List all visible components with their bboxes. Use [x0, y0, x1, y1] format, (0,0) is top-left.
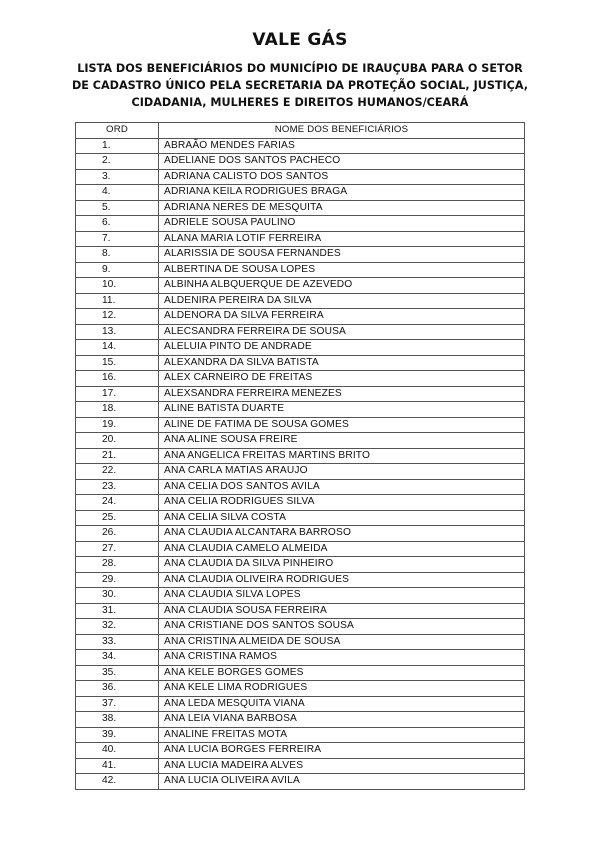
beneficiary-name: ALDENIRA PEREIRA DA SILVA	[159, 293, 525, 309]
table-row	[76, 541, 525, 557]
row-number: 40.	[76, 743, 159, 759]
table-row	[76, 138, 525, 154]
beneficiary-name: ALEXSANDRA FERREIRA MENEZES	[159, 386, 525, 402]
beneficiary-name: ALEXANDRA DA SILVA BATISTA	[159, 355, 525, 371]
beneficiary-name: ANA CRISTINA RAMOS	[159, 650, 525, 666]
row-number: 42.	[76, 774, 159, 790]
table-row	[76, 634, 525, 650]
row-number: 31.	[76, 603, 159, 619]
beneficiary-name: ABRAÃO MENDES FARIAS	[159, 138, 525, 154]
table-row	[76, 433, 525, 449]
row-number: 13.	[76, 324, 159, 340]
table-row	[76, 650, 525, 666]
table-row	[76, 324, 525, 340]
row-number: 10.	[76, 278, 159, 294]
beneficiary-name: ANA CLAUDIA DA SILVA PINHEIRO	[159, 557, 525, 573]
row-number: 41.	[76, 758, 159, 774]
row-number: 14.	[76, 340, 159, 356]
table-row	[76, 665, 525, 681]
table-row	[76, 557, 525, 573]
beneficiary-name: ALINE DE FATIMA DE SOUSA GOMES	[159, 417, 525, 433]
row-number: 15.	[76, 355, 159, 371]
beneficiary-name: ANA LEDA MESQUITA VIANA	[159, 696, 525, 712]
beneficiary-name: ALINE BATISTA DUARTE	[159, 402, 525, 418]
table-row	[76, 262, 525, 278]
table-row	[76, 464, 525, 480]
table-row	[76, 495, 525, 511]
row-number: 26.	[76, 526, 159, 542]
row-number: 20.	[76, 433, 159, 449]
beneficiary-name: ANA CLAUDIA SOUSA FERREIRA	[159, 603, 525, 619]
table-row	[76, 231, 525, 247]
table-row	[76, 417, 525, 433]
page-title: VALE GÁS	[252, 30, 348, 50]
beneficiary-name: ANA CARLA MATIAS ARAUJO	[159, 464, 525, 480]
table-row	[76, 355, 525, 371]
beneficiary-name: ANALINE FREITAS MOTA	[159, 727, 525, 743]
table-row	[76, 278, 525, 294]
table-row	[76, 448, 525, 464]
table-row	[76, 758, 525, 774]
table-row	[76, 402, 525, 418]
table-body	[76, 138, 525, 789]
beneficiary-name: ANA CELIA DOS SANTOS AVILA	[159, 479, 525, 495]
beneficiary-name: ADRIANA NERES DE MESQUITA	[159, 200, 525, 216]
row-number: 29.	[76, 572, 159, 588]
row-number: 30.	[76, 588, 159, 604]
table-row	[76, 169, 525, 185]
row-number: 25.	[76, 510, 159, 526]
beneficiary-name: ADRIANA KEILA RODRIGUES BRAGA	[159, 185, 525, 201]
beneficiary-name: ALBINHA ALBQUERQUE DE AZEVEDO	[159, 278, 525, 294]
column-header-ord: ORD	[76, 123, 159, 139]
row-number: 19.	[76, 417, 159, 433]
row-number: 21.	[76, 448, 159, 464]
row-number: 36.	[76, 681, 159, 697]
row-number: 12.	[76, 309, 159, 325]
beneficiary-name: ANA CELIA SILVA COSTA	[159, 510, 525, 526]
beneficiary-name: ANA LUCIA MADEIRA ALVES	[159, 758, 525, 774]
table-row	[76, 185, 525, 201]
beneficiary-name: ALBERTINA DE SOUSA LOPES	[159, 262, 525, 278]
row-number: 39.	[76, 727, 159, 743]
table-row	[76, 712, 525, 728]
row-number: 18.	[76, 402, 159, 418]
beneficiary-name: ALELUIA PINTO DE ANDRADE	[159, 340, 525, 356]
row-number: 35.	[76, 665, 159, 681]
beneficiary-name: ANA CLAUDIA OLIVEIRA RODRIGUES	[159, 572, 525, 588]
beneficiary-name: ANA LEIA VIANA BARBOSA	[159, 712, 525, 728]
table-row	[76, 510, 525, 526]
table-row	[76, 588, 525, 604]
row-number: 28.	[76, 557, 159, 573]
beneficiary-name: ADRIANA CALISTO DOS SANTOS	[159, 169, 525, 185]
beneficiary-name: ALARISSIA DE SOUSA FERNANDES	[159, 247, 525, 263]
row-number: 11.	[76, 293, 159, 309]
table-row	[76, 619, 525, 635]
table-row	[76, 603, 525, 619]
table-row	[76, 774, 525, 790]
column-header-name: NOME DOS BENEFICIÁRIOS	[159, 123, 525, 139]
beneficiary-name: ANA CRISTIANE DOS SANTOS SOUSA	[159, 619, 525, 635]
row-number: 37.	[76, 696, 159, 712]
table-row	[76, 526, 525, 542]
table-row	[76, 727, 525, 743]
row-number: 33.	[76, 634, 159, 650]
row-number: 22.	[76, 464, 159, 480]
beneficiary-name: ANA CLAUDIA SILVA LOPES	[159, 588, 525, 604]
beneficiary-name: ANA CLAUDIA ALCANTARA BARROSO	[159, 526, 525, 542]
row-number: 34.	[76, 650, 159, 666]
table-row	[76, 293, 525, 309]
beneficiary-name: ALEX CARNEIRO DE FREITAS	[159, 371, 525, 387]
row-number: 27.	[76, 541, 159, 557]
row-number: 5.	[76, 200, 159, 216]
table-row	[76, 479, 525, 495]
row-number: 24.	[76, 495, 159, 511]
table-row	[76, 216, 525, 232]
row-number: 7.	[76, 231, 159, 247]
table-row	[76, 681, 525, 697]
beneficiary-name: ADELIANE DOS SANTOS PACHECO	[159, 154, 525, 170]
beneficiary-name: ANA KELE BORGES GOMES	[159, 665, 525, 681]
beneficiary-name: ANA CELIA RODRIGUES SILVA	[159, 495, 525, 511]
beneficiary-name: ANA LUCIA BORGES FERREIRA	[159, 743, 525, 759]
beneficiary-name: ANA ANGELICA FREITAS MARTINS BRITO	[159, 448, 525, 464]
beneficiary-name: ANA KELE LIMA RODRIGUES	[159, 681, 525, 697]
beneficiary-name: ANA CRISTINA ALMEIDA DE SOUSA	[159, 634, 525, 650]
row-number: 16.	[76, 371, 159, 387]
row-number: 1.	[76, 138, 159, 154]
page-subtitle: LISTA DOS BENEFICIÁRIOS DO MUNICÍPIO DE IRAUÇUBA PARA O SETOR DE CADASTRO ÚNICO PELA SECRETARIA DA PROTEÇÃO SOCIAL, JUSTIÇA, CIDADANIA, MULHERES E DIREITOS HUMANOS/CEARÁ	[71, 62, 529, 109]
row-number: 17.	[76, 386, 159, 402]
beneficiary-name: ANA LUCIA OLIVEIRA AVILA	[159, 774, 525, 790]
row-number: 4.	[76, 185, 159, 201]
beneficiary-name: ALDENORA DA SILVA FERREIRA	[159, 309, 525, 325]
beneficiary-name: ADRIELE SOUSA PAULINO	[159, 216, 525, 232]
table-row	[76, 309, 525, 325]
table-row	[76, 200, 525, 216]
row-number: 23.	[76, 479, 159, 495]
table-row	[76, 340, 525, 356]
table-row	[76, 154, 525, 170]
beneficiary-name: ANA CLAUDIA CAMELO ALMEIDA	[159, 541, 525, 557]
row-number: 9.	[76, 262, 159, 278]
table-row	[76, 696, 525, 712]
row-number: 2.	[76, 154, 159, 170]
table-row	[76, 371, 525, 387]
table-row	[76, 572, 525, 588]
beneficiary-name: ANA ALINE SOUSA FREIRE	[159, 433, 525, 449]
row-number: 6.	[76, 216, 159, 232]
row-number: 8.	[76, 247, 159, 263]
row-number: 38.	[76, 712, 159, 728]
beneficiary-name: ALECSANDRA FERREIRA DE SOUSA	[159, 324, 525, 340]
row-number: 3.	[76, 169, 159, 185]
table-header-row	[76, 123, 525, 139]
beneficiary-name: ALANA MARIA LOTIF FERREIRA	[159, 231, 525, 247]
table-row	[76, 743, 525, 759]
table-row	[76, 386, 525, 402]
row-number: 32.	[76, 619, 159, 635]
table-row	[76, 247, 525, 263]
beneficiaries-table	[75, 122, 525, 790]
